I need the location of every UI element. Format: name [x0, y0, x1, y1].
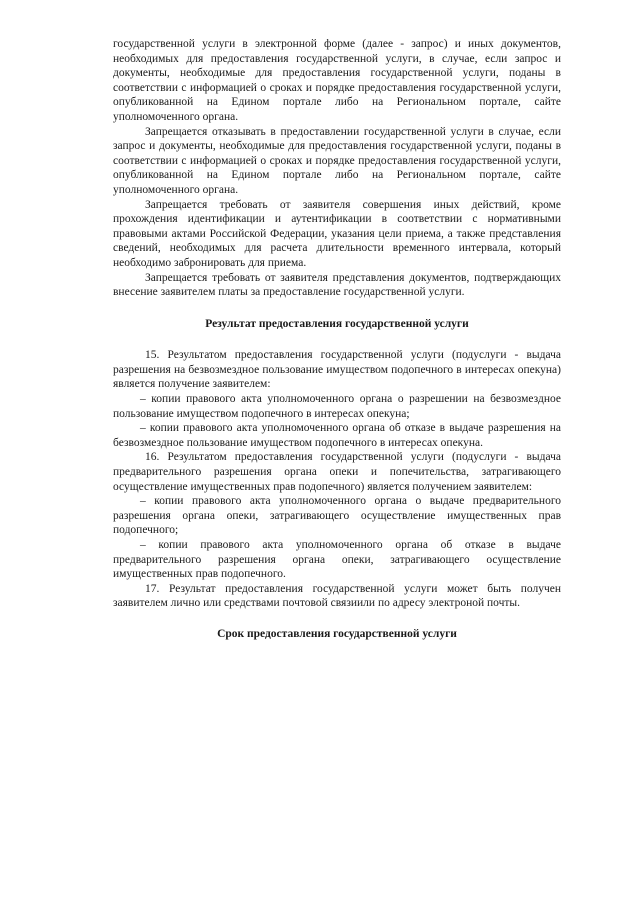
list-item-dash: – копии правового акта уполномоченного органа о разрешении на безвозмездное пользование имуществом подопечного в интересах опекуна; — [113, 393, 561, 420]
paragraph-continuation: государственной услуги в электронной форме (далее - запрос) и иных документов, необходимых для предоставления государственной услуги, в случае, если запрос и документы, необходимые для предоставления государственной услуги, поданы в соответствии с информацией о сроках и порядке предоставления государственной услуги, опубликованной на Едином портале либо на Региональном портале, сайте уполномоченного органа. — [113, 38, 561, 123]
paragraph-item-15: 15. Результатом предоставления государственной услуги (подуслуги - выдача разрешения на безвозмездное пользование имуществом подопечного в интересах опекуна) является получение заявителем: — [113, 349, 561, 391]
paragraph-refusal-prohibition: Запрещается отказывать в предоставлении государственной услуги в случае, если запрос и документы, необходимые для предоставления государственной услуги, поданы в соответствии с информацией о сроках и порядке предоставления государственной услуги, опубликованной на Едином портале либо на Региональном портале, сайте уполномоченного органа. — [113, 125, 561, 196]
list-item-dash: – копии правового акта уполномоченного органа об отказе в выдаче предварительного разрешения органа опеки, затрагивающего осуществление имущественных прав подопечного. — [113, 539, 561, 581]
paragraph-payment-prohibition: Запрещается требовать от заявителя представления документов, подтверждающих внесение заявителем платы за предоставление государственной услуги. — [113, 271, 561, 299]
list-item-dash: – копии правового акта уполномоченного органа об отказе в выдаче разрешения на безвозмездное пользование имуществом подопечного в интересах опекуна. — [113, 422, 561, 449]
section-heading-result: Результат предоставления государственной услуги — [205, 317, 469, 330]
list-item-dash: – копии правового акта уполномоченного органа о выдаче предварительного разрешения органа опеки, затрагивающего осуществление имущественных прав подопечного; — [113, 495, 561, 537]
section-heading-term: Срок предоставления государственной услуги — [217, 627, 457, 640]
paragraph-actions-prohibition: Запрещается требовать от заявителя совершения иных действий, кроме прохождения идентификации и аутентификации в соответствии с нормативными правовыми актами Российской Федерации, указания цели приема, а также представления сведений, необходимых для расчета длительности временного интервала, который необходимо забронировать для приема. — [113, 198, 561, 269]
paragraph-item-17: 17. Результат предоставления государственной услуги может быть получен заявителем лично или средствами почтовой связиили по адресу электроной почты. — [113, 582, 561, 610]
paragraph-item-16: 16. Результатом предоставления государственной услуги (подуслуги - выдача предварительного разрешения органа опеки и попечительства, затрагивающего осуществление имущественных прав подопечного) является получением заявителем: — [113, 451, 561, 493]
document-page — [113, 37, 561, 642]
